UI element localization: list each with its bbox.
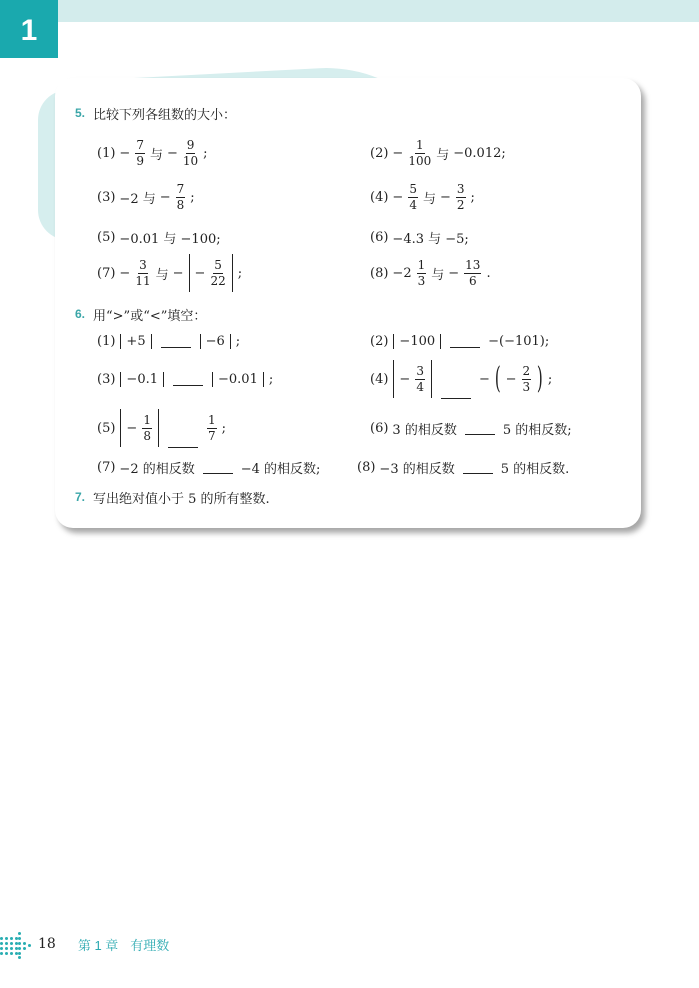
sub-question: [95, 447, 322, 487]
denominator: 8: [176, 197, 185, 212]
denominator: 3: [417, 273, 426, 288]
sub-question: [355, 447, 571, 487]
math-text: ;: [235, 333, 241, 349]
math-text: −2 的相反数: [119, 461, 195, 477]
fraction: [135, 258, 150, 289]
numerator: 5: [409, 181, 417, 196]
fraction: [142, 413, 152, 444]
math-text: −: [448, 265, 460, 281]
math-text: ;: [221, 420, 226, 436]
answer-blank[interactable]: [441, 398, 471, 399]
answer-blank[interactable]: [203, 461, 233, 474]
denominator: 100: [408, 153, 432, 168]
numerator: 1: [207, 412, 216, 427]
open-paren-icon: (: [494, 361, 501, 396]
denominator: 11: [135, 273, 151, 288]
sub-question: [368, 253, 493, 293]
answer-blank[interactable]: [465, 422, 495, 435]
parenthesis-group: [492, 361, 546, 396]
fraction: [210, 258, 225, 289]
sub-question: [95, 359, 275, 399]
denominator: 10: [182, 153, 199, 168]
sub-question: [368, 321, 551, 361]
header-bar: [58, 0, 699, 22]
sub-question: [95, 217, 223, 257]
chapter-title: 有理数: [130, 937, 170, 953]
denominator: 8: [143, 428, 151, 443]
math-text: −2: [392, 265, 412, 281]
math-text: (4): [370, 189, 389, 205]
math-text: ;: [203, 145, 208, 161]
denominator: 6: [468, 273, 477, 288]
math-text: ;: [547, 371, 553, 387]
math-text: (3): [97, 189, 116, 205]
math-text: 与: [422, 191, 436, 207]
answer-blank[interactable]: [463, 461, 493, 474]
absolute-value: [120, 334, 151, 349]
math-text: −: [119, 265, 131, 281]
dots-arrow-icon: [0, 930, 34, 958]
math-text: 3 的相反数: [392, 422, 457, 438]
absolute-value: [120, 409, 159, 447]
math-text: (1): [97, 145, 116, 161]
close-paren-icon: ): [537, 361, 543, 396]
math-text: (3): [97, 371, 116, 387]
chapter-label: [78, 935, 181, 954]
math-text: −: [392, 189, 404, 205]
math-text: ;: [190, 189, 195, 205]
fraction: [415, 364, 425, 395]
fraction: [207, 413, 217, 444]
math-text: −0.012;: [453, 145, 506, 161]
math-text: −: [439, 189, 451, 205]
chapter-number: 第 1 章: [77, 937, 119, 953]
fraction: [408, 182, 418, 213]
math-text: (1): [97, 333, 116, 349]
math-text: (7): [97, 459, 116, 475]
math-text: −: [172, 265, 184, 281]
math-text: −: [194, 265, 206, 281]
numerator: 3: [139, 257, 147, 272]
sub-question: [368, 133, 508, 173]
question-number: 6.: [75, 307, 86, 321]
math-text: (8): [357, 459, 376, 475]
question-text: 写出绝对值小于 5 的所有整数.: [93, 491, 270, 507]
math-text: −(−101);: [488, 333, 550, 349]
math-text: ;: [237, 265, 243, 281]
absolute-value: [393, 334, 441, 349]
math-text: −: [126, 420, 138, 436]
math-text: −: [159, 189, 171, 205]
fraction: [522, 364, 532, 395]
numerator: 1: [415, 137, 424, 152]
question-5-title: [75, 93, 236, 133]
answer-blank[interactable]: [173, 373, 203, 386]
sub-question: [95, 253, 244, 293]
fraction: [135, 138, 145, 169]
math-text: 与: [155, 267, 169, 283]
math-text: −: [119, 145, 131, 161]
denominator: 22: [210, 273, 226, 288]
fraction: [417, 258, 427, 289]
question-number: 5.: [75, 106, 86, 120]
answer-blank[interactable]: [161, 335, 191, 348]
numerator: 1: [417, 257, 426, 272]
math-text: 与: [431, 267, 445, 283]
sub-question: [368, 359, 554, 399]
math-text: −3 的相反数: [379, 461, 455, 477]
numerator: 2: [522, 363, 531, 378]
math-text: (5): [97, 229, 116, 245]
denominator: 3: [522, 379, 531, 394]
sub-question: [95, 321, 242, 361]
math-text: (6): [370, 229, 389, 245]
absolute-value: [189, 254, 233, 292]
fraction: [183, 138, 198, 169]
math-text: (6): [370, 420, 389, 436]
numerator: 1: [143, 412, 151, 427]
math-text: (2): [370, 333, 389, 349]
math-text: 5 的相反数.: [500, 461, 570, 477]
math-text: (2): [370, 145, 389, 161]
math-text: −4 的相反数;: [240, 461, 321, 477]
numerator: 5: [214, 257, 222, 272]
math-text: −: [166, 145, 178, 161]
sub-question: [368, 408, 574, 448]
denominator: 4: [409, 197, 417, 212]
math-text: +5: [126, 333, 146, 349]
numerator: 7: [176, 181, 185, 196]
denominator: 9: [136, 153, 144, 168]
math-text: −2 与: [119, 191, 156, 207]
fraction: [176, 182, 186, 213]
denominator: 2: [456, 197, 465, 212]
question-text: 比较下列各组数的大小：: [93, 107, 237, 123]
fraction: [408, 138, 431, 169]
math-text: 与: [149, 147, 163, 163]
math-text: −0.01: [218, 371, 258, 387]
math-text: (7): [97, 265, 116, 281]
denominator: 7: [207, 428, 216, 443]
math-text: 与: [436, 147, 450, 163]
absolute-value: [120, 372, 164, 387]
math-text: ;: [268, 371, 274, 387]
math-text: −: [392, 145, 404, 161]
math-text: −100: [399, 333, 436, 349]
sub-question: [95, 408, 228, 448]
sub-question: [95, 177, 197, 217]
sub-question: [368, 177, 477, 217]
math-text: −0.1: [126, 371, 158, 387]
chapter-tab: 1: [0, 0, 58, 58]
math-text: −: [399, 371, 411, 387]
numerator: 13: [465, 257, 481, 272]
math-text: (8): [370, 265, 389, 281]
absolute-value: [200, 334, 231, 349]
question-text: 用“>”或“<”填空：: [93, 308, 207, 324]
math-text: .: [486, 265, 491, 281]
math-text: (5): [97, 420, 116, 436]
page-footer: [0, 930, 181, 958]
fraction: [456, 182, 466, 213]
absolute-value: [212, 372, 264, 387]
math-text: −6: [205, 333, 225, 349]
numerator: 9: [186, 137, 195, 152]
math-text: 5 的相反数;: [502, 422, 572, 438]
math-text: −4.3 与 −5;: [392, 231, 469, 247]
math-text: (4): [370, 371, 389, 387]
answer-blank[interactable]: [450, 335, 480, 348]
sub-question: [95, 133, 210, 173]
page-number: 18: [38, 936, 56, 952]
denominator: 4: [416, 379, 424, 394]
numerator: 7: [136, 137, 144, 152]
math-text: ;: [470, 189, 475, 205]
absolute-value: [393, 360, 432, 398]
sub-question: [368, 217, 471, 257]
question-number: 7.: [75, 490, 86, 504]
numerator: 3: [416, 363, 424, 378]
fraction: [464, 258, 481, 289]
math-text: −: [478, 371, 490, 387]
math-text: −0.01 与 −100;: [119, 231, 221, 247]
numerator: 3: [456, 181, 465, 196]
math-text: −: [505, 371, 517, 387]
